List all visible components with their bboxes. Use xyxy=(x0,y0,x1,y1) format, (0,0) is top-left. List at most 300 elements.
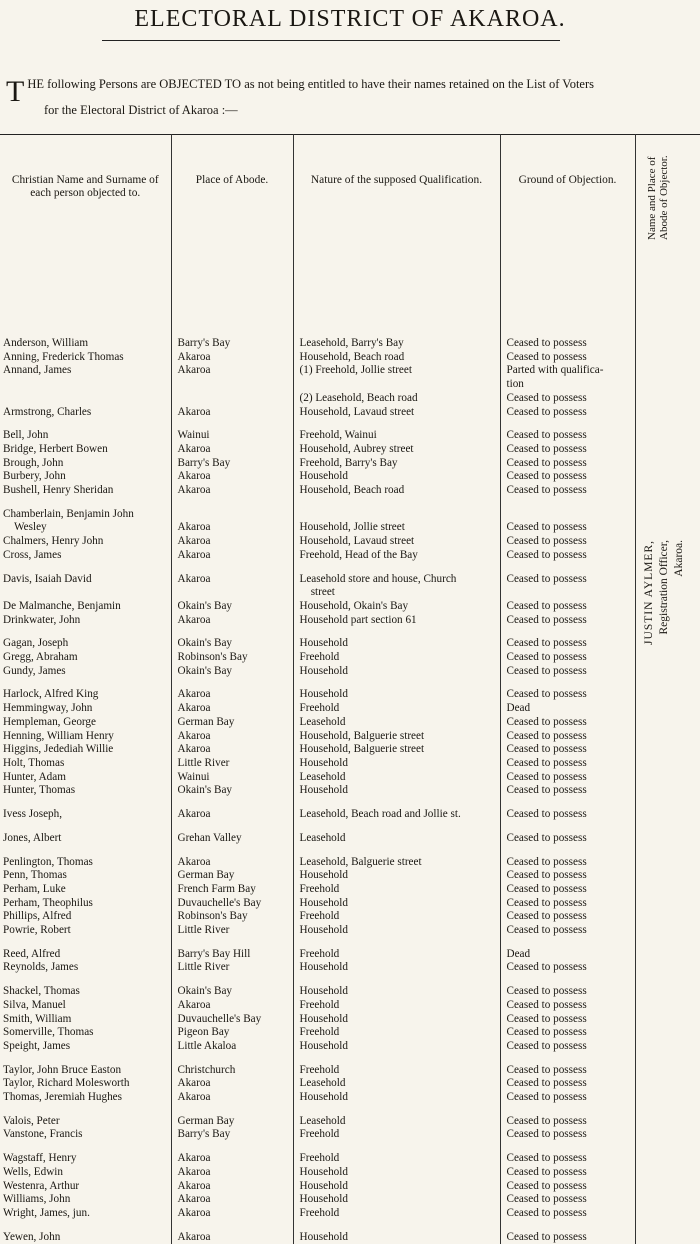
ground-cell: Ceased to possess xyxy=(500,743,635,757)
ground-cell: Ceased to possess xyxy=(500,784,635,798)
qualification-cell: Household, Lavaud street xyxy=(293,535,500,549)
abode-cell: Barry's Bay xyxy=(171,457,293,471)
objector-cell xyxy=(635,1128,700,1142)
objector-cell xyxy=(635,1166,700,1180)
abode-cell: Okain's Bay xyxy=(171,784,293,798)
qualification-cell: Freehold xyxy=(293,1128,500,1142)
name-cell: Williams, John xyxy=(0,1193,171,1207)
qualification-cell: Leasehold, Barry's Bay xyxy=(293,238,500,351)
qualification-cell: Freehold, Head of the Bay xyxy=(293,549,500,563)
abode-cell: Akaroa xyxy=(171,808,293,822)
spacer-cell xyxy=(635,938,700,948)
qualification-cell: Freehold xyxy=(293,910,500,924)
ground-cell: Ceased to possess xyxy=(500,443,635,457)
name-cell: Burbery, John xyxy=(0,470,171,484)
qualification-cell: Freehold xyxy=(293,1207,500,1221)
table-row xyxy=(0,238,700,351)
ground-cell: Ceased to possess xyxy=(500,856,635,870)
qualification-cell: Household, Lavaud street xyxy=(293,406,500,420)
ground-cell: Ceased to possess xyxy=(500,716,635,730)
table-row xyxy=(0,586,700,600)
spacer-cell xyxy=(293,1221,500,1231)
abode-cell: Grehan Valley xyxy=(171,832,293,846)
qualification-cell: Household xyxy=(293,1013,500,1027)
name-cell: Jones, Albert xyxy=(0,832,171,846)
qualification-cell: Leasehold xyxy=(293,832,500,846)
objector-cell xyxy=(635,856,700,870)
name-cell: Anning, Frederick Thomas xyxy=(0,351,171,365)
name-cell: Hunter, Adam xyxy=(0,771,171,785)
abode-cell: Little River xyxy=(171,924,293,938)
abode-cell: Akaroa xyxy=(171,573,293,587)
notice-line2: for the Electoral District of Akaroa :— xyxy=(44,103,238,117)
ground-cell: Ceased to possess xyxy=(500,637,635,651)
table-row xyxy=(0,771,700,785)
table-row xyxy=(0,757,700,771)
ground-cell: Ceased to possess xyxy=(500,457,635,471)
spacer-cell xyxy=(171,975,293,985)
abode-cell: Akaroa xyxy=(171,730,293,744)
objections-table xyxy=(0,134,700,1244)
group-spacer xyxy=(0,563,700,573)
name-cell: Shackel, Thomas xyxy=(0,985,171,999)
name-cell: Wells, Edwin xyxy=(0,1166,171,1180)
ground-cell: Ceased to possess xyxy=(500,1152,635,1166)
spacer-cell xyxy=(0,975,171,985)
objector-cell xyxy=(635,999,700,1013)
qualification-cell: Household xyxy=(293,985,500,999)
qualification-cell: Household, Beach road xyxy=(293,351,500,365)
spacer-cell xyxy=(171,1054,293,1064)
spacer-cell xyxy=(635,1221,700,1231)
name-cell: Armstrong, Charles xyxy=(0,406,171,420)
abode-cell: Duvauchelle's Bay xyxy=(171,897,293,911)
table-row xyxy=(0,535,700,549)
table-row xyxy=(0,1040,700,1054)
ground-cell: Parted with qualifica- xyxy=(500,364,635,378)
abode-cell: Akaroa xyxy=(171,351,293,365)
table-row xyxy=(0,897,700,911)
spacer-cell xyxy=(500,1221,635,1231)
objector-cell xyxy=(635,484,700,498)
qualification-cell: Leasehold xyxy=(293,716,500,730)
table-row xyxy=(0,1026,700,1040)
abode-cell: Akaroa xyxy=(171,364,293,378)
name-cell: Silva, Manuel xyxy=(0,999,171,1013)
spacer-cell xyxy=(0,627,171,637)
name-cell: Valois, Peter xyxy=(0,1115,171,1129)
name-cell: Chalmers, Henry John xyxy=(0,535,171,549)
spacer-cell xyxy=(635,419,700,429)
spacer-cell xyxy=(500,678,635,688)
ground-cell: Ceased to possess xyxy=(500,1064,635,1078)
objector-cell xyxy=(635,1231,700,1244)
group-spacer xyxy=(0,1105,700,1115)
qualification-cell: Household xyxy=(293,1091,500,1105)
qualification-cell: Freehold xyxy=(293,1026,500,1040)
objector-block xyxy=(632,540,696,820)
spacer-cell xyxy=(171,822,293,832)
col-header-name: Christian Name and Surname of each person objected to. xyxy=(0,134,171,238)
qualification-cell: Leasehold, Beach road and Jollie st. xyxy=(293,808,500,822)
table-row xyxy=(0,1091,700,1105)
spacer-cell xyxy=(0,498,171,508)
ground-cell: Ceased to possess xyxy=(500,470,635,484)
spacer-cell xyxy=(635,822,700,832)
group-spacer xyxy=(0,798,700,808)
ground-cell: Ceased to possess xyxy=(500,961,635,975)
qualification-cell: Leasehold store and house, Church xyxy=(293,573,500,587)
ground-cell: Ceased to possess xyxy=(500,730,635,744)
objector-cell xyxy=(635,832,700,846)
group-spacer xyxy=(0,938,700,948)
table-row xyxy=(0,573,700,587)
table-row xyxy=(0,743,700,757)
objector-cell xyxy=(635,961,700,975)
ground-cell: Ceased to possess xyxy=(500,1040,635,1054)
table-row xyxy=(0,961,700,975)
qualification-cell: Household, Balguerie street xyxy=(293,743,500,757)
table-row xyxy=(0,1193,700,1207)
group-spacer xyxy=(0,498,700,508)
qualification-cell: Household xyxy=(293,1193,500,1207)
qualification-cell: Freehold xyxy=(293,999,500,1013)
qualification-cell xyxy=(293,508,500,522)
objector-cell xyxy=(635,392,700,406)
ground-cell: Ceased to possess xyxy=(500,985,635,999)
qualification-cell xyxy=(293,378,500,392)
name-cell: Hempleman, George xyxy=(0,716,171,730)
objector-cell xyxy=(635,378,700,392)
group-spacer xyxy=(0,1142,700,1152)
spacer-cell xyxy=(635,498,700,508)
table-row xyxy=(0,883,700,897)
page-title: ELECTORAL DISTRICT OF AKAROA. xyxy=(0,6,700,33)
spacer-cell xyxy=(0,1142,171,1152)
objector-cell xyxy=(635,508,700,522)
objector-cell xyxy=(635,948,700,962)
objector-cell xyxy=(635,457,700,471)
spacer-cell xyxy=(171,563,293,573)
abode-cell xyxy=(171,508,293,522)
spacer-cell xyxy=(500,1105,635,1115)
table-row xyxy=(0,1180,700,1194)
table-row xyxy=(0,521,700,535)
ground-cell: Ceased to possess xyxy=(500,1193,635,1207)
name-cell: Wright, James, jun. xyxy=(0,1207,171,1221)
name-cell: Wesley xyxy=(0,521,171,535)
qualification-cell: (1) Freehold, Jollie street xyxy=(293,364,500,378)
ground-cell: Ceased to possess xyxy=(500,1115,635,1129)
qualification-cell: Freehold xyxy=(293,883,500,897)
name-cell: Chamberlain, Benjamin John xyxy=(0,508,171,522)
abode-cell: Akaroa xyxy=(171,484,293,498)
notice-text xyxy=(6,76,696,118)
ground-cell: Ceased to possess xyxy=(500,910,635,924)
table-row xyxy=(0,351,700,365)
ground-cell: Ceased to possess xyxy=(500,429,635,443)
spacer-cell xyxy=(171,1221,293,1231)
ground-cell: Ceased to possess xyxy=(500,484,635,498)
table-row xyxy=(0,406,700,420)
table-row xyxy=(0,1077,700,1091)
name-cell: Speight, James xyxy=(0,1040,171,1054)
abode-cell xyxy=(171,378,293,392)
objector-place: Akaroa. xyxy=(672,540,685,577)
spacer-cell xyxy=(171,1105,293,1115)
name-cell: Ivess Joseph, xyxy=(0,808,171,822)
qualification-cell: Household, Aubrey street xyxy=(293,443,500,457)
spacer-cell xyxy=(500,419,635,429)
abode-cell: Robinson's Bay xyxy=(171,651,293,665)
group-spacer xyxy=(0,822,700,832)
ground-cell: Ceased to possess xyxy=(500,1166,635,1180)
qualification-cell: street xyxy=(293,586,500,600)
spacer-cell xyxy=(293,627,500,637)
abode-cell: Barry's Bay xyxy=(171,238,293,351)
qualification-cell: Household xyxy=(293,1180,500,1194)
objector-cell xyxy=(635,1180,700,1194)
table-row xyxy=(0,378,700,392)
qualification-cell: Household xyxy=(293,784,500,798)
abode-cell: Wainui xyxy=(171,429,293,443)
qualification-cell: Household xyxy=(293,1231,500,1244)
abode-cell: Akaroa xyxy=(171,688,293,702)
name-cell: De Malmanche, Benjamin xyxy=(0,600,171,614)
objector-name: JUSTIN AYLMER, xyxy=(642,540,655,645)
abode-cell: Akaroa xyxy=(171,856,293,870)
qualification-cell: Household xyxy=(293,897,500,911)
table-row xyxy=(0,869,700,883)
table-row xyxy=(0,1231,700,1244)
table-row xyxy=(0,651,700,665)
group-spacer xyxy=(0,1221,700,1231)
ground-cell: Ceased to possess xyxy=(500,1091,635,1105)
abode-cell xyxy=(171,586,293,600)
qualification-cell: Freehold, Wainui xyxy=(293,429,500,443)
qualification-cell: Leasehold, Balguerie street xyxy=(293,856,500,870)
table-row xyxy=(0,549,700,563)
name-cell: Reed, Alfred xyxy=(0,948,171,962)
table-row xyxy=(0,457,700,471)
spacer-cell xyxy=(171,798,293,808)
table-row xyxy=(0,1128,700,1142)
name-cell: Bell, John xyxy=(0,429,171,443)
ground-cell: Ceased to possess xyxy=(500,1128,635,1142)
table-row xyxy=(0,443,700,457)
name-cell: Reynolds, James xyxy=(0,961,171,975)
ground-cell: Ceased to possess xyxy=(500,521,635,535)
name-cell: Anderson, William xyxy=(0,238,171,351)
abode-cell: Robinson's Bay xyxy=(171,910,293,924)
qualification-cell: Household xyxy=(293,637,500,651)
abode-cell: Akaroa xyxy=(171,406,293,420)
group-spacer xyxy=(0,419,700,429)
spacer-cell xyxy=(293,938,500,948)
name-cell: Vanstone, Francis xyxy=(0,1128,171,1142)
name-cell: Yewen, John xyxy=(0,1231,171,1244)
objector-cell xyxy=(635,1207,700,1221)
spacer-cell xyxy=(500,975,635,985)
abode-cell: Akaroa xyxy=(171,1193,293,1207)
name-cell: Somerville, Thomas xyxy=(0,1026,171,1040)
name-cell: Perham, Luke xyxy=(0,883,171,897)
spacer-cell xyxy=(500,1142,635,1152)
group-spacer xyxy=(0,678,700,688)
name-cell xyxy=(0,586,171,600)
name-cell: Gagan, Joseph xyxy=(0,637,171,651)
objector-cell xyxy=(635,1064,700,1078)
abode-cell xyxy=(171,392,293,406)
qualification-cell: Household xyxy=(293,688,500,702)
ground-cell: Ceased to possess xyxy=(500,665,635,679)
spacer-cell xyxy=(0,1105,171,1115)
name-cell: Penn, Thomas xyxy=(0,869,171,883)
abode-cell: Akaroa xyxy=(171,443,293,457)
abode-cell: Duvauchelle's Bay xyxy=(171,1013,293,1027)
objector-cell xyxy=(635,238,700,351)
ground-cell: Ceased to possess xyxy=(500,869,635,883)
qualification-cell: Household xyxy=(293,665,500,679)
table-header-row xyxy=(0,134,700,238)
spacer-cell xyxy=(500,498,635,508)
abode-cell: French Farm Bay xyxy=(171,883,293,897)
objector-cell xyxy=(635,985,700,999)
abode-cell: Akaroa xyxy=(171,1207,293,1221)
table-row xyxy=(0,1064,700,1078)
ground-cell: Ceased to possess xyxy=(500,1180,635,1194)
group-spacer xyxy=(0,846,700,856)
group-spacer xyxy=(0,627,700,637)
table-row xyxy=(0,985,700,999)
group-spacer xyxy=(0,975,700,985)
abode-cell: Akaroa xyxy=(171,1077,293,1091)
ground-cell: Ceased to possess xyxy=(500,688,635,702)
qualification-cell: Household xyxy=(293,1040,500,1054)
spacer-cell xyxy=(0,798,171,808)
table-row xyxy=(0,948,700,962)
ground-cell: tion xyxy=(500,378,635,392)
table-row xyxy=(0,856,700,870)
name-cell: Thomas, Jeremiah Hughes xyxy=(0,1091,171,1105)
abode-cell: German Bay xyxy=(171,1115,293,1129)
objector-cell xyxy=(635,1091,700,1105)
qualification-cell: Household xyxy=(293,757,500,771)
abode-cell: German Bay xyxy=(171,869,293,883)
qualification-cell: Freehold xyxy=(293,948,500,962)
name-cell: Brough, John xyxy=(0,457,171,471)
group-spacer xyxy=(0,1054,700,1064)
name-cell: Davis, Isaiah David xyxy=(0,573,171,587)
abode-cell: Okain's Bay xyxy=(171,665,293,679)
ground-cell: Ceased to possess xyxy=(500,1231,635,1244)
objector-cell xyxy=(635,869,700,883)
spacer-cell xyxy=(293,846,500,856)
spacer-cell xyxy=(500,627,635,637)
table-row xyxy=(0,364,700,378)
name-cell: Gregg, Abraham xyxy=(0,651,171,665)
notice-body: HE following Persons are OBJECTED TO as not being entitled to have their names retained on the List of Voters xyxy=(27,77,595,91)
ground-cell: Ceased to possess xyxy=(500,535,635,549)
qualification-cell: Freehold, Barry's Bay xyxy=(293,457,500,471)
table-row xyxy=(0,730,700,744)
table-row xyxy=(0,1166,700,1180)
abode-cell: Akaroa xyxy=(171,743,293,757)
objector-cell xyxy=(635,1077,700,1091)
name-cell: Bridge, Herbert Bowen xyxy=(0,443,171,457)
abode-cell: Little River xyxy=(171,961,293,975)
table-row xyxy=(0,614,700,628)
col-header-objector-text: Name and Place of Abode of Objector. xyxy=(646,155,670,240)
objector-cell xyxy=(635,429,700,443)
ground-cell: Ceased to possess xyxy=(500,757,635,771)
spacer-cell xyxy=(293,419,500,429)
spacer-cell xyxy=(293,1054,500,1064)
ground-cell: Ceased to possess xyxy=(500,351,635,365)
spacer-cell xyxy=(171,678,293,688)
name-cell: Perham, Theophilus xyxy=(0,897,171,911)
spacer-cell xyxy=(171,1142,293,1152)
objector-cell xyxy=(635,897,700,911)
abode-cell: Akaroa xyxy=(171,470,293,484)
name-cell: Gundy, James xyxy=(0,665,171,679)
ground-cell: Ceased to possess xyxy=(500,771,635,785)
table-row xyxy=(0,688,700,702)
name-cell: Annand, James xyxy=(0,364,171,378)
name-cell: Hunter, Thomas xyxy=(0,784,171,798)
table-row xyxy=(0,832,700,846)
ground-cell: Dead xyxy=(500,948,635,962)
abode-cell: Akaroa xyxy=(171,549,293,563)
name-cell: Wagstaff, Henry xyxy=(0,1152,171,1166)
name-cell: Smith, William xyxy=(0,1013,171,1027)
ground-cell: Ceased to possess xyxy=(500,1207,635,1221)
spacer-cell xyxy=(500,563,635,573)
spacer-cell xyxy=(635,1105,700,1115)
ground-cell: Ceased to possess xyxy=(500,238,635,351)
spacer-cell xyxy=(635,1142,700,1152)
table-row xyxy=(0,470,700,484)
spacer-cell xyxy=(0,822,171,832)
table-row xyxy=(0,1115,700,1129)
table-row xyxy=(0,784,700,798)
name-cell: Powrie, Robert xyxy=(0,924,171,938)
spacer-cell xyxy=(635,846,700,856)
table-row xyxy=(0,716,700,730)
name-cell: Penlington, Thomas xyxy=(0,856,171,870)
qualification-cell: Freehold xyxy=(293,1152,500,1166)
spacer-cell xyxy=(635,1054,700,1064)
col-header-ground: Ground of Objection. xyxy=(500,134,635,238)
qualification-cell: Household xyxy=(293,470,500,484)
objector-cell xyxy=(635,1152,700,1166)
ground-cell: Ceased to possess xyxy=(500,392,635,406)
name-cell: Higgins, Jedediah Willie xyxy=(0,743,171,757)
abode-cell: Okain's Bay xyxy=(171,637,293,651)
abode-cell: Barry's Bay Hill xyxy=(171,948,293,962)
objector-cell xyxy=(635,883,700,897)
objector-cell xyxy=(635,924,700,938)
spacer-cell xyxy=(293,498,500,508)
spacer-cell xyxy=(500,846,635,856)
qualification-cell: Freehold xyxy=(293,1064,500,1078)
qualification-cell: Household xyxy=(293,1166,500,1180)
ground-cell xyxy=(500,586,635,600)
qualification-cell: Household xyxy=(293,924,500,938)
name-cell: Phillips, Alfred xyxy=(0,910,171,924)
name-cell: Taylor, Richard Molesworth xyxy=(0,1077,171,1091)
abode-cell: Akaroa xyxy=(171,999,293,1013)
